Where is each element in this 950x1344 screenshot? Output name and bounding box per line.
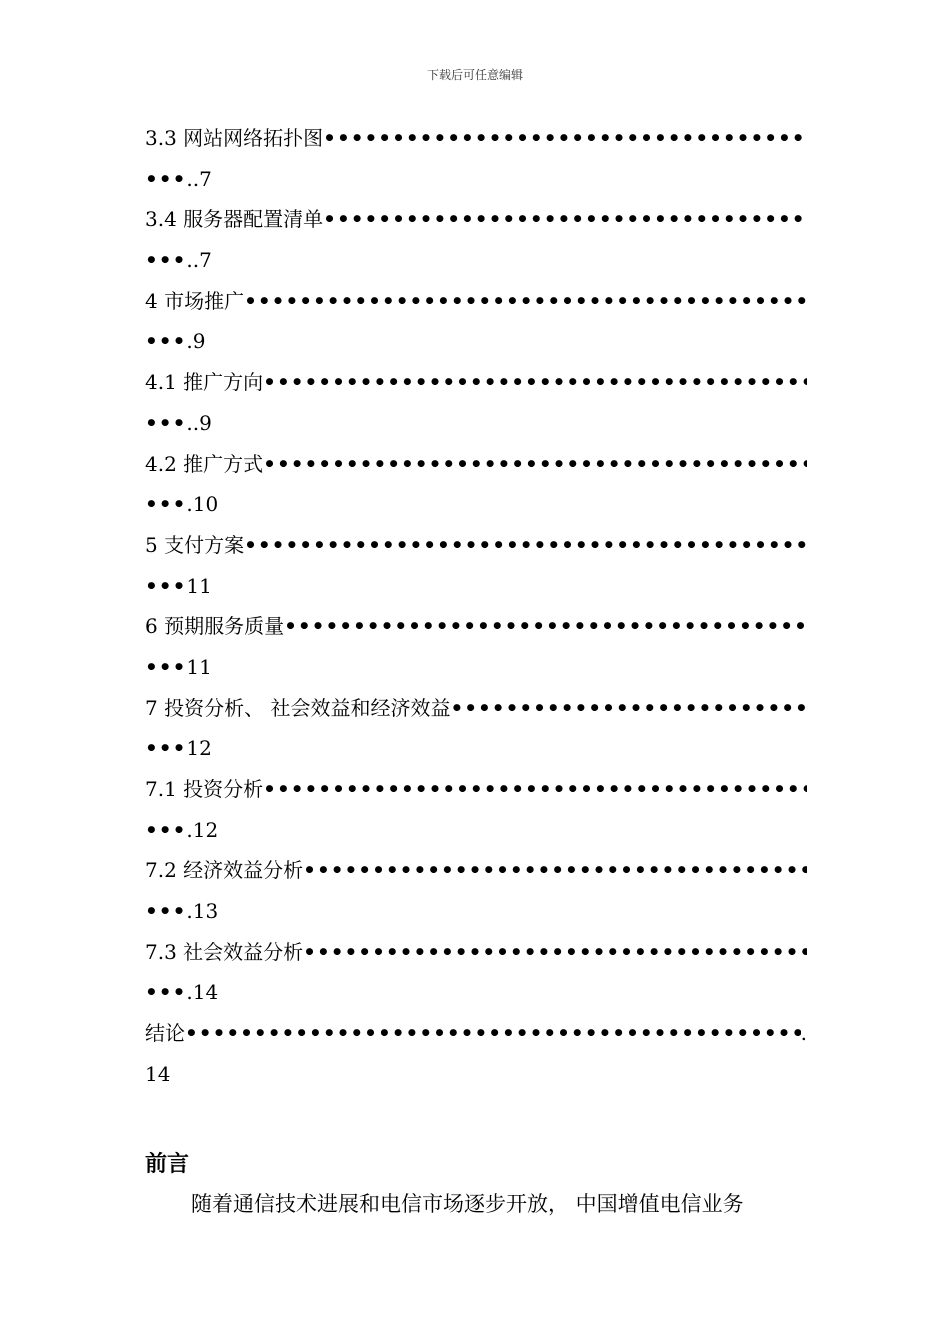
toc-entry-continuation [145,972,807,1013]
toc-entry-title: 4.1 推广方向 [145,370,264,395]
toc-entry-title: 3.3 网站网络拓扑图 [145,126,324,150]
toc-entry-continuation [145,728,807,769]
toc-page-number: ..7 [186,248,212,273]
toc-page-number: .10 [186,492,219,517]
toc-dot-leader [263,769,807,810]
toc-dot-leader [303,850,807,891]
toc-entry[interactable] [145,118,807,159]
toc-entry-continuation [145,891,807,932]
toc-entry[interactable] [145,1013,807,1054]
toc-page-number: .14 [186,980,219,1005]
toc-entry-title: 7.1 投资分析 [145,777,264,801]
toc-entry-tail: . [800,1021,807,1046]
toc-entry-continuation [145,647,807,688]
toc-entry-continuation [145,321,807,362]
toc-entry-title: 结论 [145,1021,185,1046]
toc-page-number: ..7 [186,166,212,191]
toc-entry[interactable] [145,606,807,647]
toc-dot-leader: ••• [145,573,187,598]
toc-entry[interactable] [145,362,807,403]
toc-page-number: ..9 [186,410,212,435]
toc-page-number: .9 [186,329,206,354]
toc-page-number: .12 [186,817,219,842]
toc-entry[interactable] [145,932,807,973]
page-header: 下载后可任意编辑 [426,68,523,82]
toc-dot-leader [303,932,807,973]
toc-entry[interactable] [145,850,807,891]
toc-dot-leader: ••• [145,329,187,354]
toc-entry[interactable] [145,525,807,566]
toc-dot-leader: ••• [145,899,187,924]
toc-page-number: 14 [145,1061,171,1086]
toc-entry-title: 7.3 社会效益分析 [145,939,304,964]
toc-entry-title: 6 预期服务质量 [145,614,285,639]
toc-page-number: 11 [186,573,212,598]
toc-entry-title: 4.2 推广方式 [145,451,264,476]
toc-dot-leader: ••• [145,736,187,761]
toc-page-number: 11 [186,654,212,679]
toc-entry-continuation [145,810,807,851]
toc-dot-leader: ••• [145,817,187,842]
toc-dot-leader [244,281,807,322]
toc-dot-leader: ••• [145,166,187,191]
preface-heading: 前言 [145,1152,190,1177]
toc-dot-leader [263,444,807,485]
toc-dot-leader [284,606,807,647]
toc-entry-title: 4 市场推广 [145,288,245,313]
toc-entry-title: 7.2 经济效益分析 [145,858,304,883]
toc-entry[interactable] [145,444,807,485]
toc-dot-leader: ••• [145,654,187,679]
toc-dot-leader [450,688,807,729]
toc-dot-leader [323,118,807,159]
toc-dot-leader: ••• [145,248,187,273]
toc-dot-leader [185,1013,801,1054]
toc-entry-continuation [145,1054,807,1095]
toc-entry[interactable] [145,688,807,729]
toc-page-number: .13 [186,899,219,924]
toc-entry-title: 5 支付方案 [145,532,245,557]
toc-entry[interactable] [145,199,807,240]
toc-dot-leader [244,525,807,566]
toc-entry[interactable] [145,281,807,322]
toc-entry-continuation [145,159,807,200]
toc-dot-leader: ••• [145,410,187,435]
toc-entry-continuation [145,566,807,607]
toc-entry-continuation [145,240,807,281]
toc-dot-leader: ••• [145,492,187,517]
toc-entry-title: 7 投资分析、 社会效益和经济效益 [145,695,451,720]
preface-paragraph: 随着通信技术进展和电信市场逐步开放， 中国增值电信业务 [191,1192,744,1216]
toc-dot-leader [263,362,807,403]
toc-entry-continuation [145,403,807,444]
toc-entry-continuation [145,484,807,525]
toc-dot-leader [323,199,807,240]
toc-entry[interactable] [145,769,807,810]
toc-dot-leader: ••• [145,980,187,1005]
table-of-contents [145,118,807,1095]
toc-entry-title: 3.4 服务器配置清单 [145,207,324,232]
toc-page-number: 12 [186,736,212,761]
